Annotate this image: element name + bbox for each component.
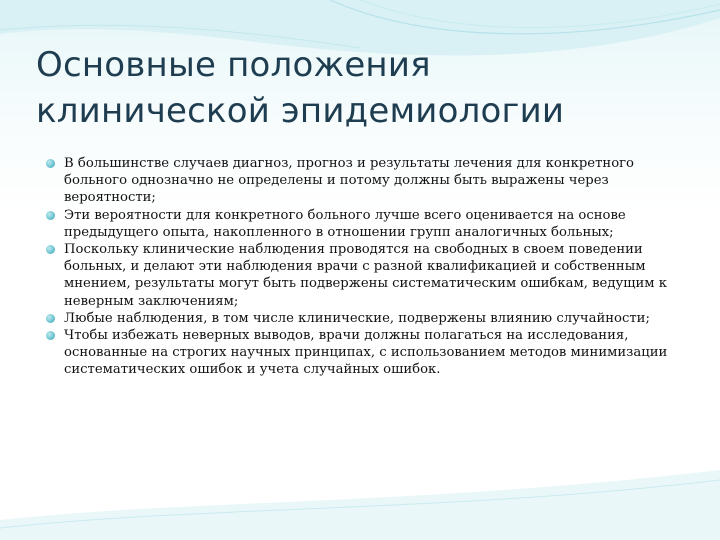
bullet-list-container: [46, 155, 686, 379]
bullet-dot-icon: [46, 159, 55, 168]
bullet-list: [46, 155, 686, 379]
bullet-text: Чтобы избежать неверных выводов, врачи должны полагаться на исследования, основанные на строгих научных принципах, с использованием методов минимизации систематических ошибок и учета случайных ошибок.: [64, 328, 668, 378]
bullet-text: В большинстве случаев диагноз, прогноз и результаты лечения для конкретного больного однозначно не определены и потому должны быть выражены через вероятности;: [64, 156, 634, 206]
list-item: [46, 241, 686, 310]
bullet-dot-icon: [46, 211, 55, 220]
bullet-text: Эти вероятности для конкретного больного лучше всего оценивается на основе предыдущего опыта, накопленного в отношении групп аналогичных больных;: [64, 207, 626, 240]
bullet-dot-icon: [46, 331, 55, 340]
bullet-dot-icon: [46, 245, 55, 254]
list-item: [46, 155, 686, 207]
list-item: [46, 327, 686, 379]
title-line-1: Основные положения: [36, 45, 431, 85]
bullet-text: Любые наблюдения, в том числе клинические, подвержены влиянию случайности;: [64, 310, 650, 326]
bullet-dot-icon: [46, 314, 55, 323]
bullet-text: Поскольку клинические наблюдения проводятся на свободных в своем поведении больных, и делают эти наблюдения врачи с разной квалификацией и собственным мнением, результаты могут быть подвержены систематическим ошибкам, ведущим к неверным заключениям;: [64, 242, 667, 309]
list-item: [46, 207, 686, 241]
title-line-2: клинической эпидемиологии: [36, 91, 565, 131]
slide-title: [36, 42, 686, 134]
list-item: [46, 310, 686, 327]
